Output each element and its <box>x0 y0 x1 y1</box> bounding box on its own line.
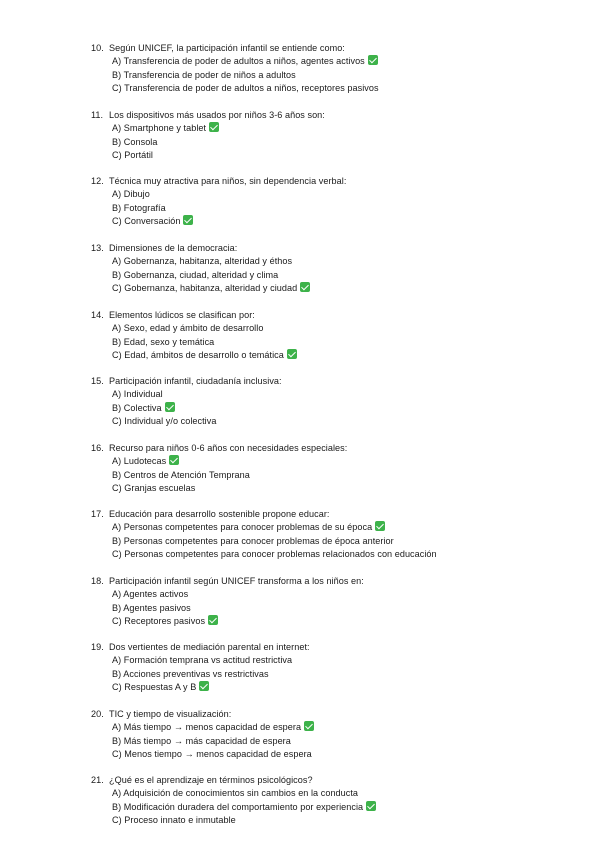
option-item <box>112 122 591 135</box>
question-line <box>91 575 591 588</box>
question-text: Según UNICEF, la participación infantil se entiende como: <box>109 43 345 53</box>
question-line <box>91 641 591 654</box>
question-10 <box>91 42 591 96</box>
option-text: C) Granjas escuelas <box>112 483 196 494</box>
option-item <box>112 349 591 362</box>
question-12 <box>91 175 591 229</box>
option-item <box>112 455 591 468</box>
question-number: 20. <box>91 709 104 719</box>
option-text: A) Ludotecas <box>112 456 167 467</box>
option-list <box>112 588 591 628</box>
option-item <box>112 482 591 495</box>
check-mark-icon <box>169 455 179 465</box>
question-16 <box>91 442 591 496</box>
question-20 <box>91 708 591 762</box>
option-text: B) Modificación duradera del comportamiento por experiencia <box>112 801 364 812</box>
question-line <box>91 109 591 122</box>
check-mark-icon <box>300 282 310 292</box>
option-text: C) Menos tiempo → menos capacidad de espera <box>112 749 312 760</box>
check-mark-icon <box>366 801 376 811</box>
option-list <box>112 455 591 495</box>
question-number: 13. <box>91 243 104 253</box>
option-text: A) Personas competentes para conocer problemas de su época <box>112 522 373 533</box>
option-list <box>112 188 591 228</box>
question-21 <box>91 774 591 828</box>
question-text: Recurso para niños 0-6 años con necesidades especiales: <box>109 443 348 453</box>
question-17 <box>91 508 591 562</box>
option-item <box>112 602 591 615</box>
option-text: A) Más tiempo → menos capacidad de espera <box>112 722 302 733</box>
option-item <box>112 469 591 482</box>
option-text: C) Conversación <box>112 216 181 227</box>
option-item <box>112 615 591 628</box>
option-text: B) Edad, sexo y temática <box>112 336 215 347</box>
option-text: C) Gobernanza, habitanza, alteridad y ciudad <box>112 283 298 294</box>
option-item <box>112 188 591 201</box>
question-line <box>91 42 591 55</box>
option-text: C) Edad, ámbitos de desarrollo o temática <box>112 350 284 361</box>
option-item <box>112 654 591 667</box>
option-item <box>112 402 591 415</box>
option-text: B) Más tiempo → más capacidad de espera <box>112 735 291 746</box>
question-number: 11. <box>91 110 104 120</box>
question-line <box>91 708 591 721</box>
option-item <box>112 787 591 800</box>
option-list <box>112 521 591 561</box>
option-item <box>112 136 591 149</box>
option-text: C) Individual y/o colectiva <box>112 416 217 427</box>
check-mark-icon <box>375 521 385 531</box>
option-item <box>112 588 591 601</box>
check-mark-icon <box>208 615 218 625</box>
check-mark-icon <box>183 215 193 225</box>
option-text: B) Acciones preventivas vs restrictivas <box>112 668 269 679</box>
question-19 <box>91 641 591 695</box>
option-text: A) Individual <box>112 389 163 400</box>
option-item <box>112 388 591 401</box>
option-text: B) Consola <box>112 136 158 147</box>
question-number: 19. <box>91 642 104 652</box>
option-list <box>112 255 591 295</box>
option-text: B) Colectiva <box>112 402 162 413</box>
question-text: Los dispositivos más usados por niños 3-6 años son: <box>109 110 325 120</box>
option-text: A) Formación temprana vs actitud restrictiva <box>112 655 293 666</box>
option-text: B) Personas competentes para conocer problemas de época anterior <box>112 535 394 546</box>
option-text: B) Agentes pasivos <box>112 602 191 613</box>
option-text: B) Centros de Atención Temprana <box>112 469 250 480</box>
option-item <box>112 668 591 681</box>
option-text: A) Agentes activos <box>112 589 189 600</box>
check-mark-icon <box>287 349 297 359</box>
question-text: Participación infantil según UNICEF transforma a los niños en: <box>109 576 364 586</box>
option-text: A) Sexo, edad y ámbito de desarrollo <box>112 323 264 334</box>
option-list <box>112 721 591 761</box>
option-text: A) Dibujo <box>112 189 150 200</box>
question-number: 17. <box>91 509 104 519</box>
question-number: 18. <box>91 576 104 586</box>
question-line <box>91 242 591 255</box>
option-item <box>112 55 591 68</box>
option-item <box>112 814 591 827</box>
option-list <box>112 787 591 827</box>
question-number: 21. <box>91 775 104 785</box>
check-mark-icon <box>368 55 378 65</box>
option-item <box>112 69 591 82</box>
option-item <box>112 735 591 748</box>
option-item <box>112 282 591 295</box>
question-number: 12. <box>91 176 104 186</box>
option-text: A) Adquisición de conocimientos sin cambios en la conducta <box>112 788 359 799</box>
option-item <box>112 336 591 349</box>
question-line <box>91 508 591 521</box>
question-number: 15. <box>91 376 104 386</box>
question-text: Educación para desarrollo sostenible propone educar: <box>109 509 330 519</box>
question-text: Técnica muy atractiva para niños, sin dependencia verbal: <box>109 176 347 186</box>
option-text: A) Transferencia de poder de adultos a niños, agentes activos <box>112 56 365 67</box>
option-list <box>112 322 591 362</box>
question-line <box>91 175 591 188</box>
question-text: Participación infantil, ciudadanía inclusiva: <box>109 376 282 386</box>
question-number: 16. <box>91 443 104 453</box>
option-text: A) Gobernanza, habitanza, alteridad y éthos <box>112 256 293 267</box>
option-item <box>112 322 591 335</box>
option-text: B) Gobernanza, ciudad, alteridad y clima <box>112 269 279 280</box>
option-text: C) Transferencia de poder de adultos a niños, receptores pasivos <box>112 83 379 94</box>
option-text: C) Personas competentes para conocer problemas relacionados con educación <box>112 549 437 560</box>
question-14 <box>91 309 591 363</box>
option-text: B) Transferencia de poder de niños a adultos <box>112 69 296 80</box>
option-item <box>112 801 591 814</box>
check-mark-icon <box>199 681 209 691</box>
option-item <box>112 521 591 534</box>
option-text: C) Respuestas A y B <box>112 682 197 693</box>
question-text: Dos vertientes de mediación parental en internet: <box>109 642 310 652</box>
option-list <box>112 122 591 162</box>
option-item <box>112 255 591 268</box>
option-list <box>112 654 591 694</box>
question-text: ¿Qué es el aprendizaje en términos psicológicos? <box>109 775 313 785</box>
option-text: B) Fotografía <box>112 202 166 213</box>
question-line <box>91 375 591 388</box>
option-item <box>112 548 591 561</box>
option-item <box>112 82 591 95</box>
question-number: 14. <box>91 310 104 320</box>
option-item <box>112 535 591 548</box>
option-item <box>112 269 591 282</box>
question-11 <box>91 109 591 163</box>
check-mark-icon <box>304 721 314 731</box>
check-mark-icon <box>209 122 219 132</box>
check-mark-icon <box>165 402 175 412</box>
question-line <box>91 442 591 455</box>
question-line <box>91 774 591 787</box>
option-item <box>112 215 591 228</box>
question-line <box>91 309 591 322</box>
question-number: 10. <box>91 43 104 53</box>
question-13 <box>91 242 591 296</box>
option-text: A) Smartphone y tablet <box>112 123 207 134</box>
option-item <box>112 149 591 162</box>
option-text: C) Portátil <box>112 150 153 161</box>
question-text: TIC y tiempo de visualización: <box>109 709 232 719</box>
question-text: Elementos lúdicos se clasifican por: <box>109 310 255 320</box>
option-text: C) Proceso innato e inmutable <box>112 815 236 826</box>
option-list <box>112 388 591 428</box>
option-item <box>112 681 591 694</box>
question-15 <box>91 375 591 429</box>
question-18 <box>91 575 591 629</box>
option-item <box>112 748 591 761</box>
option-text: C) Receptores pasivos <box>112 616 206 627</box>
option-item <box>112 415 591 428</box>
option-list <box>112 55 591 95</box>
question-text: Dimensiones de la democracia: <box>109 243 238 253</box>
option-item <box>112 202 591 215</box>
option-item <box>112 721 591 734</box>
